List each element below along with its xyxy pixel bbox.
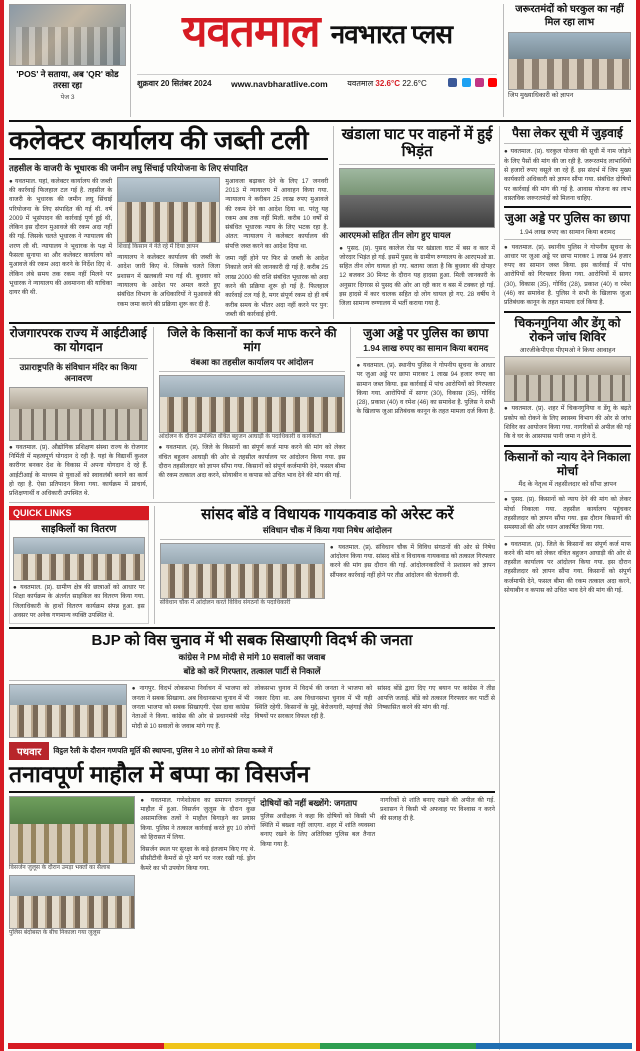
masthead-title <box>137 7 497 56</box>
lead-row <box>9 126 495 319</box>
lead-col-1 <box>9 177 112 319</box>
header-left-teaser[interactable] <box>9 4 131 117</box>
iti-photo <box>9 387 148 441</box>
dengue-subhead: आरजीकेपीएस पीएमओ ने किया आवाहन <box>519 347 616 355</box>
header-left-headline: 'POS' ने सताया, अब 'QR' कोड तरसा रहा <box>16 69 119 90</box>
visarjan-photo-1 <box>9 796 135 864</box>
bjp-body-1: ● नागपुर. विदर्भ लोकसभा निर्वाचन में भाजपा को जनता ने सबक सिखाया. अब विधानसभा चुनाव में भी जनता भाजपा को सबक सिखाएगी. ऐसा दावा कांग्रेस नेताओं ने किया. कांग्रेस की ओर से प्रधानमंत्री नरेंद्र मोदी से 10 सवालों के जवाब मांगे गए हैं. <box>131 685 250 730</box>
visarjan-body-3: नागरिकों से शांति बनाए रखने की अपील की गई. प्रशासन ने किसी भी अफवाह पर विश्वास न करने की सलाह दी है. <box>380 796 495 823</box>
section-tag: पथवार <box>9 742 49 760</box>
lead-side-body: मुआवजा बढ़ाकर देने के लिए 17 जनवरी 2013 में न्यायालय में आवाहन किया गया. न्यायालय ने करीबन 25 लाख रुपए मुआवजे की रकम देने का आदेश दिया था. परंतु यह रकम अब तक नहीं मिली. करीब 10 वर्षों से संबंधित भूधारक न्याय के लिए भटक रहा है. अंतत: न्यायालय ने कलेक्टर कार्यालय की संपत्ति जब्त करने का आदेश दिया था. <box>225 177 329 250</box>
paisa-headline: पैसा लेकर सूची में जुड़वाई <box>512 126 623 140</box>
farmers-body: ● यवतमाल. (प्र). जिले के किसानों का संपूर्ण कर्ज माफ करने की मांग को लेकर वंचित बहुजन आघाड़ी की ओर से तहसील कार्यालय पर आंदोलन किया गया. इस दौरान तहसीलदार को ज्ञापन सौंपा गया. किसानों को संपूर्ण कर्जमाफी देने, फसल बीमा की रकम तत्काल अदा करने, सोयाबीन व कपास को उचित भाव देने की मांग की गई. <box>158 444 346 480</box>
quick-links-item-headline: साइकिलों का वितरण <box>41 523 117 535</box>
divider <box>504 445 631 447</box>
farmers-subhead: वंबआ का तहसील कार्यालय पर आंदोलन <box>190 356 314 367</box>
gambling-story-right[interactable] <box>504 211 631 307</box>
dengue-story[interactable] <box>504 316 631 442</box>
mp-headline: सांसद बोंडे व विधायक गायकवाड को अरेस्ट करें <box>201 505 454 523</box>
visarjan-body-1: ● यवतमाल. गणेशोत्सव का समापन तनावपूर्ण माहौल में हुआ. विसर्जन जुलूस के दौरान कुछ असामाजिक तत्वों ने माहौल बिगाड़ने का प्रयास किया. पुलिस ने तत्काल कार्रवाई करते हुए 10 लोगों को हिरासत में लिया. <box>140 796 256 841</box>
divider <box>504 491 631 492</box>
lead-col-2 <box>117 177 220 319</box>
divider <box>339 164 495 165</box>
ghat-subhead: आरएमओ सहित तीन लोग हुए घायल <box>339 229 451 240</box>
masthead-header <box>9 4 631 122</box>
header-right-headline: जरूरतमंदों को घरकुल का नहीं मिल रहा लाभ <box>515 4 624 28</box>
visarjan-body-2: पुलिस अधीक्षक ने कहा कि दोषियों को किसी भी स्थिति में बख्शा नहीं जाएगा. शहर में शांति व्यवस्था बनाए रखने के लिए अतिरिक्त पुलिस बल तैनात किया गया है. <box>260 812 376 848</box>
divider <box>9 158 328 160</box>
divider <box>504 143 631 144</box>
visarjan-tagline <box>9 742 495 760</box>
visarjan-body-4: विसर्जन स्थल पर सुरक्षा के कड़े इंतजाम किए गए थे. सीसीटीवी कैमरों से पूरे मार्ग पर नजर रखी गई. ड्रोन कैमरे का भी उपयोग किया गया. <box>140 846 256 872</box>
iti-headline: रोजगारपरक राज्य में आईटीआई का योगदान <box>9 326 147 354</box>
visarjan-col-2 <box>260 796 375 938</box>
gambling-story[interactable] <box>350 327 495 498</box>
city-label: यवतमाल <box>347 79 374 88</box>
temp-high: 32.6°C <box>375 79 400 88</box>
divider <box>9 680 495 681</box>
visarjan-photo-caption-2: पुलिस बंदोबस्त के बीच निकाला गया जुलूस <box>9 930 101 937</box>
morcha-headline: किसानों को न्याय देने निकाला मोर्चा <box>504 449 631 478</box>
visarjan-headline: तनावपूर्ण माहौल में बप्पा का विसर्जन <box>9 761 310 788</box>
facebook-icon[interactable] <box>448 78 457 87</box>
morcha-story[interactable] <box>504 450 631 533</box>
teaser-photo <box>9 4 126 66</box>
iti-body: ● यवतमाल. (प्र). औद्योगिक प्रशिक्षण संस्था राज्य के रोजगार निर्मिती में महत्वपूर्ण योगदान दे रही है. यहां के विद्यार्थी कुशल कारीगर बनकर देश के विकास में अपना योगदान दे रहे हैं. आईटीआई के माध्यम से युवाओं को स्वावलंबी बनाने का कार्य हो रहा है. ऐसा प्रतिपादन किया गया. कार्यक्रम में प्राचार्य, प्रशिक्षणार्थी व अधिकारी उपस्थित थे. <box>9 443 148 498</box>
visarjan-photo-col <box>9 796 135 938</box>
lead-story[interactable] <box>9 126 328 319</box>
paisa-story[interactable] <box>504 126 631 203</box>
bjp-col-3 <box>377 684 495 738</box>
farmers-story[interactable] <box>153 327 346 498</box>
mp-col-2 <box>330 543 495 608</box>
quick-links-title: QUICK LINKS <box>9 506 149 520</box>
morcha-body: ● पुसद. (प्र). किसानों को न्याय देने की मांग को लेकर मोर्चा निकाला गया. तहसील कार्यालय पहुंचकर तहसीलदार को ज्ञापन सौंपा गया. इस दौरान किसानों की समस्याओं की ओर ध्यान आकर्षित किया गया. <box>504 496 631 532</box>
masthead-title-red: यवतमाल <box>181 7 320 56</box>
iti-subhead: उप्राराष्ट्रपति के संविधान मंदिर का किया अनावरण <box>19 361 137 383</box>
divider <box>9 322 495 324</box>
bjp-body-3: सांसद बोंडे द्वारा दिए गए बयान पर कांग्रेस ने तीव्र आपत्ति जताई. बोंडे को तत्काल गिरफ्तार कर पार्टी से निष्कासित करने की मांग की गई. <box>377 685 495 711</box>
visarjan-photo-2 <box>9 875 135 929</box>
divider <box>160 539 495 540</box>
divider <box>504 239 631 240</box>
mp-story[interactable] <box>154 506 495 625</box>
twitter-icon[interactable] <box>462 78 471 87</box>
mp-col-1 <box>160 543 325 608</box>
visarjan-band <box>9 796 495 938</box>
gambling-body-right: ● यवतमाल. (प्र). स्थानीय पुलिस ने गोपनीय सूचना के आधार पर जुआ अड्डे पर छापा मारकर 1 लाख 94 हजार रुपए का सामान जब्त किया. इस कार्रवाई में पांच आरोपियों को गिरफ्तार किया गया. आरोपियों में सागर (30), विकास (35), गोविंद (28), प्रकाश (40) व रमेश (46) का समावेश है. पुलिस ने सभी के खिलाफ जुआ प्रतिबंधक कानून के तहत मामला दर्ज किया है. <box>504 243 631 307</box>
header-right-caption: जिप मुख्याधिकारी को ज्ञापन <box>508 92 574 99</box>
quick-links-item[interactable] <box>9 520 149 625</box>
bjp-col-2 <box>255 684 373 738</box>
gambling-headline-right: जुआ अड्डे पर पुलिस का छापा <box>504 211 631 226</box>
visarjan-subhead: दोषियों को नहीं बख्शेंगे: जगताप <box>260 797 358 808</box>
visarjan-col-1 <box>140 796 255 938</box>
header-left-page-ref: पेज 3 <box>60 94 75 102</box>
bjp-photo <box>9 684 127 738</box>
divider <box>9 502 495 503</box>
header-right-photo <box>508 32 631 90</box>
second-band <box>9 327 495 498</box>
right-extra-story[interactable] <box>504 540 631 596</box>
bjp-body-2: लोकसभा चुनाव में विदर्भ की जनता ने भाजपा को नकार दिया था. अब विधानसभा चुनाव में भी यही स्थिति रहेगी. किसानों के मुद्दे, बेरोजगारी, महंगाई जैसे विषयों पर सरकार विफल रही है. <box>254 685 373 721</box>
dengue-photo <box>504 356 631 402</box>
ghat-photo <box>339 168 495 228</box>
weather-widget <box>347 78 427 89</box>
farmers-headline: जिले के किसानों का कर्ज माफ करने की मांग <box>167 326 337 354</box>
visarjan-note: विट्ठल रैली के दौरान गणपति मूर्ति की स्थापना, पुलिस ने 10 लोगों को लिया कब्जे में <box>53 746 273 756</box>
lead-subhead: तहसील के वाजरी के भूधारक की जमीन लघु सिंचाई परियोजना के लिए संपादित <box>9 162 248 173</box>
mp-subhead: संविधान चौक में किया गया निषेध आंदोलन <box>262 524 392 535</box>
lead-photo-caption: शिवाई किसान ने नेते रहे में दिया ज्ञापन <box>117 243 199 250</box>
lead-col-3 <box>225 177 328 319</box>
social-icons[interactable] <box>446 78 497 89</box>
gambling-subhead: 1.94 लाख रुपए का सामान किया बरामद <box>363 342 489 353</box>
iti-story[interactable] <box>9 327 148 498</box>
temp-low: 22.6°C <box>402 79 427 88</box>
quick-links-photo <box>13 537 145 581</box>
paisa-body: ● यवतमाल. (प्र). घरकुल योजना की सूची में नाम जोड़ने के लिए पैसों की मांग की जा रही है. जरूरतमंद लाभार्थियों से हजारों रुपए वसूले जा रहे हैं. इस संदर्भ में जिप मुख्य कार्यकारी अधिकारी को ज्ञापन सौंपा गया. संबंधित दोषियों पर कार्रवाई की मांग की गई है. आवास योजना का लाभ वास्तविक जरूरतमंदों को मिलना चाहिए. <box>504 148 631 202</box>
lead-body-2: न्यायालय ने कलेक्टर कार्यालय की जब्ती के आदेश जारी किए थे. जिसके चलते जिला प्रशासन में खलबली मच गई थी. बुधवार को न्यायालय के आदेश पर अमल करते हुए संबंधित विभाग के अधिकारियों ने मुआवजे की रकम जमा करने की प्रक्रिया शुरू कर दी है. <box>117 254 221 308</box>
masthead-title-black: नवभारत प्लस <box>330 19 453 50</box>
farmers-photo-caption: आंदोलन के दौरान उपस्थित वंचित बहुजन आघाड़ी के पदाधिकारी व कार्यकर्ता <box>158 433 322 440</box>
divider <box>356 357 495 358</box>
quick-links-body: ● यवतमाल. (प्र). ग्रामीण क्षेत्र की छात्राओं को आधार पर शिक्षा कार्यक्रम के अंतर्गत साइकिल का वितरण किया गया. जिलाधिकारी के हाथों वितरण कार्यक्रम संपन्न हुआ. इस अवसर पर अनेक गणमान्य व्यक्ति उपस्थित थे. <box>13 584 145 619</box>
quick-links-block[interactable] <box>9 506 149 625</box>
gambling-headline: जुआ अड्डे पर पुलिस का छापा <box>363 326 489 341</box>
website-url[interactable]: www.navbharatlive.com <box>231 78 328 89</box>
divider <box>9 627 495 629</box>
lead-headline: कलेक्टर कार्यालय की जब्ती टली <box>9 125 309 155</box>
divider <box>504 311 631 313</box>
bjp-col-photo <box>9 684 127 738</box>
ghat-headline: खंडाला घाट पर वाहनों में हुई भिड़ंत <box>341 126 493 161</box>
divider <box>504 536 631 537</box>
mp-photo-caption: संविधान चौक में आंदोलन करते विविध संगठनों के पदाधिकारी <box>159 599 291 606</box>
main-column <box>9 126 499 1050</box>
lead-body-3: जमा नहीं होने पर फिर से जब्ती के आदेश निकाले जाने की जानकारी दी गई है. करीब 25 लाख 2000 की राशि संबंधित भूधारक को अदा करने की प्रक्रिया शुरू हो गई है. फिलहाल कार्रवाई टल गई है, मगर संपूर्ण रकम दो ही वर्ष करीब समय के भीतर अदा नहीं करने पर पुन: जब्ती की कार्रवाई होगी. <box>225 255 329 318</box>
lead-body-1: ● यवतमाल. यहां, कलेक्टर कार्यालय की जब्ती की कार्रवाई फिलहाल टल गई है. तहसील के वाजरी के भूधारक की जमीन लघु सिंचाई परियोजना के लिए संपादित की गई थी. वर्ष 2009 में भूसंपादन की कार्रवाई पूर्ण हुई थी, लेकिन इस दौरान मुआवजे की रकम अदा नहीं की गई. जिसके चलते भूधारक ने न्यायालय की शरण ली थी. न्यायालय ने भूधारक के पक्ष में फैसला सुनाया था और कलेक्टर कार्यालय को मुआवजे की रकम अदा करने के निर्देश दिए थे. लेकिन लंबे समय तक रकम नहीं मिलने पर भूधारक ने न्यायालय की अवमानना की याचिका दायर की थी. <box>9 177 113 297</box>
visarjan-col-3 <box>380 796 495 938</box>
mp-body: ● यवतमाल. (प्र). संविधान चौक में विविध संगठनों की ओर से निषेध आंदोलन किया गया. सांसद बोंडे व विधायक गायकवाड को तत्काल गिरफ्तार करने की मांग इस दौरान की गई. आंदोलनकारियों ने प्रशासन को ज्ञापन सौंपकर कार्रवाई नहीं होने पर तीव्र आंदोलन की चेतावनी दी. <box>329 543 496 579</box>
bjp-subhead-2: बोंडे को करें गिरफ्तार, तत्काल पार्टी से निकालें <box>183 666 321 677</box>
morcha-subhead: मैंद के नेतृत्व में तहसीलदार को सौंपा ज्ञापन <box>518 481 617 489</box>
masthead-meta-row <box>137 74 497 89</box>
divider <box>9 791 495 793</box>
mp-photo <box>160 543 325 599</box>
bjp-story[interactable] <box>9 632 495 738</box>
divider <box>504 206 631 208</box>
farmers-photo <box>159 375 346 433</box>
lead-photo <box>117 177 220 243</box>
page-body <box>9 126 631 1050</box>
instagram-icon[interactable] <box>475 78 484 87</box>
ghat-story[interactable] <box>333 126 495 319</box>
youtube-icon[interactable] <box>488 78 497 87</box>
bjp-headline: BJP को विस चुनाव में भी सबक सिखाएगी विदर्भ की जनता <box>91 632 413 650</box>
gambling-subhead-right: 1.94 लाख रुपए का सामान किया बरामद <box>519 228 616 236</box>
header-right-teaser[interactable] <box>503 4 631 117</box>
divider <box>9 358 148 359</box>
right-column <box>499 126 631 1050</box>
masthead <box>131 4 503 117</box>
dengue-body: ● यवतमाल. (प्र). शहर में चिकनगुनिया व डेंगू के बढ़ते प्रकोप को रोकने के लिए स्वास्थ्य विभाग की ओर से जांच शिविर का आयोजन किया गया. नागरिकों से अपील की गई कि वे घर के आसपास पानी जमा न होने दें. <box>504 405 631 441</box>
third-band <box>9 506 495 625</box>
visarjan-photo-caption-1: विसर्जन जुलूस के दौरान उमड़ा भक्तों का सैलाब <box>9 864 110 871</box>
dengue-headline: चिकनगुनिया और डेंगू को रोकने जांच शिविर <box>514 315 621 345</box>
bjp-col-1 <box>132 684 250 738</box>
ghat-body: ● पुसद. (प्र). पुसद कालेज रोड पर खंडाला घाट में बस व कार में जोरदार भिड़ंत हो गई. इसमें पुसद के ग्रामीण रुग्णालय के आरएमओ डा. सहित तीन लोग घायल हो गए. बताया जाता है कि बुधवार की दोपहर 12 बजकर 30 मिनट के दौरान यह हादसा हुआ. मिली जानकारी के अनुसार दिगरस से पुसद की ओर आ रही कार व बस में टक्कर हो गई. इस हादसे में कार चालक सहित दो लोग घायल हो गए. 28 वर्षीय ने जिला सामान्य रुग्णालय में भर्ती कराया गया है. <box>339 244 495 308</box>
publication-date: शुक्रवार 20 सितंबर 2024 <box>137 79 212 88</box>
bjp-subhead: कांग्रेस ने PM मोदी से मांगे 10 सवालों का जवाब <box>178 652 326 663</box>
divider <box>159 371 346 372</box>
gambling-body: ● यवतमाल. (प्र). स्थानीय पुलिस ने गोपनीय सूचना के आधार पर जुआ अड्डे पर छापा मारकर 1 लाख 94 हजार रुपए का सामान जब्त किया. इस कार्रवाई में पांच आरोपियों को गिरफ्तार किया गया. आरोपियों में सागर (30), विकास (35), गोविंद (28), प्रकाश (40) व रमेश (46) का समावेश है. पुलिस ने सभी के खिलाफ जुआ प्रतिबंधक कानून के तहत मामला दर्ज किया है. <box>356 361 495 416</box>
footer-color-bar <box>8 1043 632 1049</box>
right-extra-body: ● यवतमाल. (प्र). जिले के किसानों का संपूर्ण कर्ज माफ करने की मांग को लेकर वंचित बहुजन आघाड़ी की ओर से तहसील कार्यालय पर आंदोलन किया गया. इस दौरान तहसीलदार को ज्ञापन सौंपा गया. किसानों को संपूर्ण कर्जमाफी देने, फसल बीमा की रकम तत्काल अदा करने, सोयाबीन व कपास को उचित भाव देने की मांग की गई. <box>504 540 631 595</box>
